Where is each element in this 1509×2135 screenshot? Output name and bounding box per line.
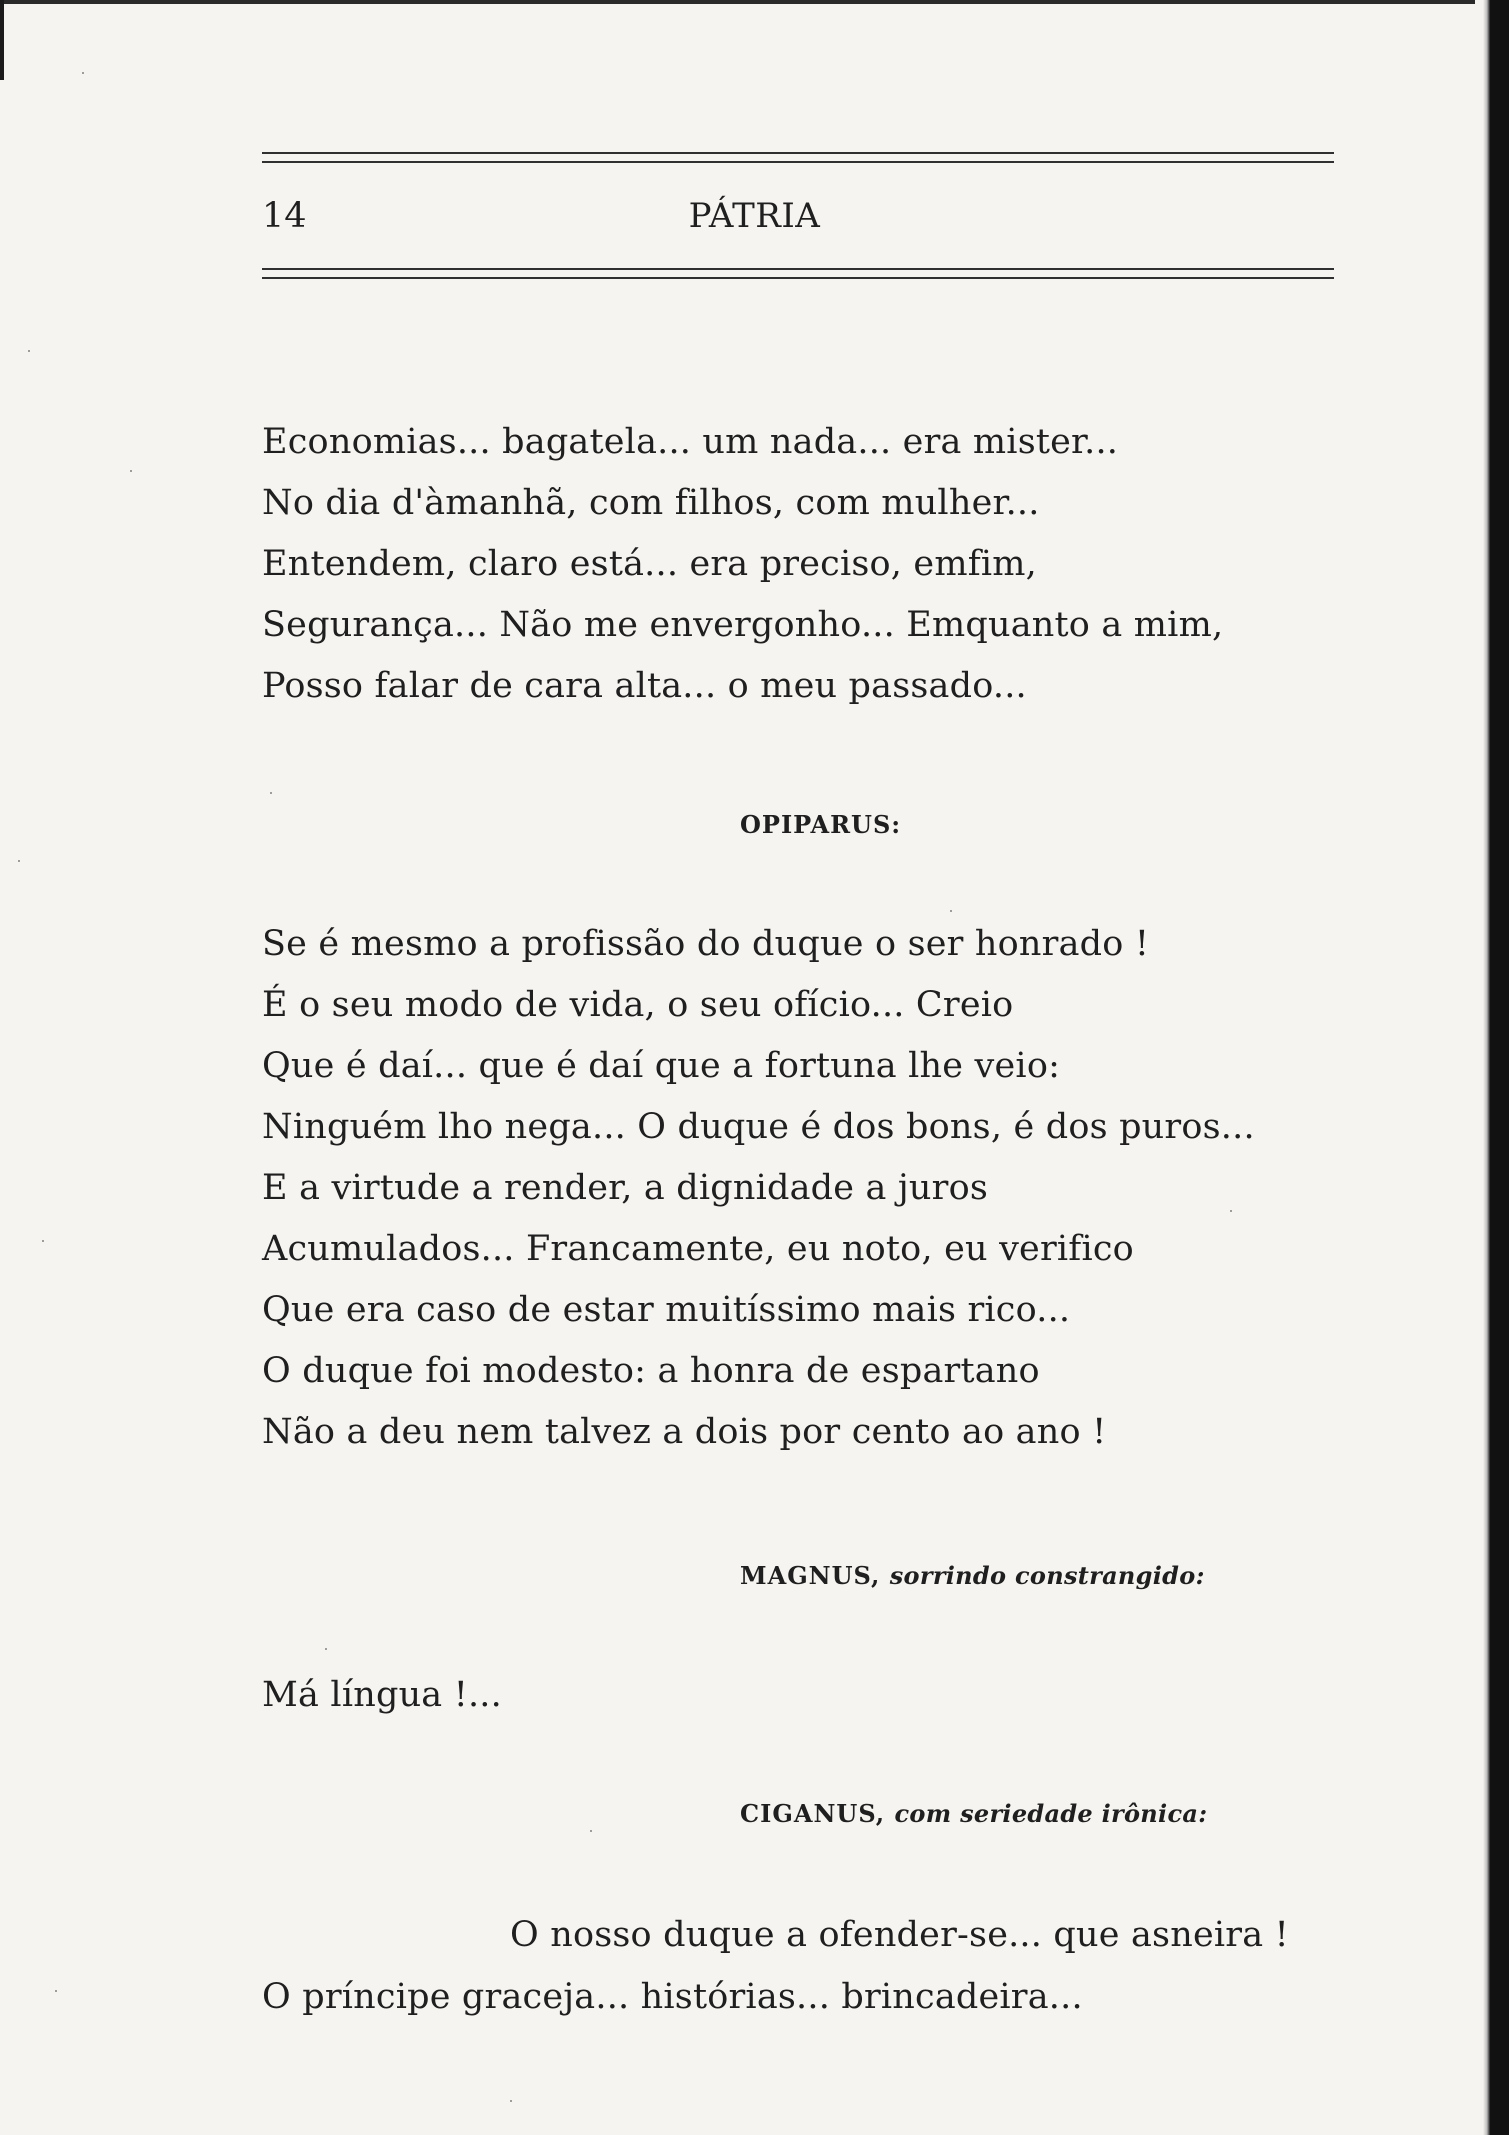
- verse-line: O príncipe graceja... histórias... brincadeira...: [262, 1977, 1083, 2017]
- paper-speck: [270, 792, 272, 794]
- paper-speck: [55, 1990, 57, 1992]
- paper-speck: [590, 1830, 592, 1832]
- paper-speck: [1230, 1210, 1232, 1212]
- speaker-name: MAGNUS,: [740, 1561, 881, 1590]
- verse-line: O nosso duque a ofender-se... que asneira !: [510, 1915, 1289, 1955]
- speaker-magnus: [740, 1562, 1205, 1590]
- page-corner-mark: [0, 0, 12, 80]
- speaker-name: CIGANUS,: [740, 1799, 886, 1828]
- paper-speck: [42, 1240, 44, 1242]
- paper-speck: [130, 470, 132, 472]
- verse-line: Posso falar de cara alta... o meu passado...: [262, 666, 1027, 706]
- stage-direction: com seriedade irônica:: [894, 1799, 1208, 1828]
- verse-line: No dia d'àmanhã, com filhos, com mulher...: [262, 483, 1040, 523]
- verse-line: Economias... bagatela... um nada... era mister...: [262, 422, 1119, 462]
- verse-line: Acumulados... Francamente, eu noto, eu verifico: [262, 1229, 1134, 1269]
- page-top-edge: [0, 0, 1475, 10]
- verse-line: Que é daí... que é daí que a fortuna lhe veio:: [262, 1046, 1061, 1086]
- verse-line: Se é mesmo a profissão do duque o ser honrado !: [262, 924, 1150, 964]
- verse-line: E a virtude a render, a dignidade a juros: [262, 1168, 989, 1208]
- running-title: PÁTRIA: [688, 196, 821, 236]
- paper-speck: [325, 1648, 327, 1650]
- verse-line: O duque foi modesto: a honra de espartano: [262, 1351, 1040, 1391]
- paper-speck: [18, 860, 20, 862]
- page-number: 14: [262, 196, 307, 236]
- paper-speck: [82, 72, 84, 74]
- speaker-ciganus: [740, 1800, 1207, 1828]
- verse-line: É o seu modo de vida, o seu ofício... Creio: [262, 985, 1014, 1025]
- verse-line: Entendem, claro está... era preciso, emfim,: [262, 544, 1037, 584]
- verse-line: Ninguém lho nega... O duque é dos bons, é dos puros...: [262, 1107, 1255, 1147]
- header-rule-bottom: [262, 268, 1334, 282]
- paper-speck: [28, 350, 30, 352]
- paper-speck: [510, 2100, 512, 2102]
- header-rule-top: [262, 152, 1334, 166]
- scan-right-edge: [1483, 0, 1509, 2135]
- verse-line: Que era caso de estar muitíssimo mais rico...: [262, 1290, 1071, 1330]
- stage-direction: sorrindo constrangido:: [889, 1561, 1205, 1590]
- speaker-name: OPIPARUS:: [740, 810, 902, 839]
- verse-line: Não a deu nem talvez a dois por cento ao ano !: [262, 1412, 1107, 1452]
- verse-line: Má língua !...: [262, 1675, 502, 1715]
- verse-line: Segurança... Não me envergonho... Emquanto a mim,: [262, 605, 1224, 645]
- speaker-opiparus: [740, 811, 901, 839]
- paper-speck: [950, 910, 952, 912]
